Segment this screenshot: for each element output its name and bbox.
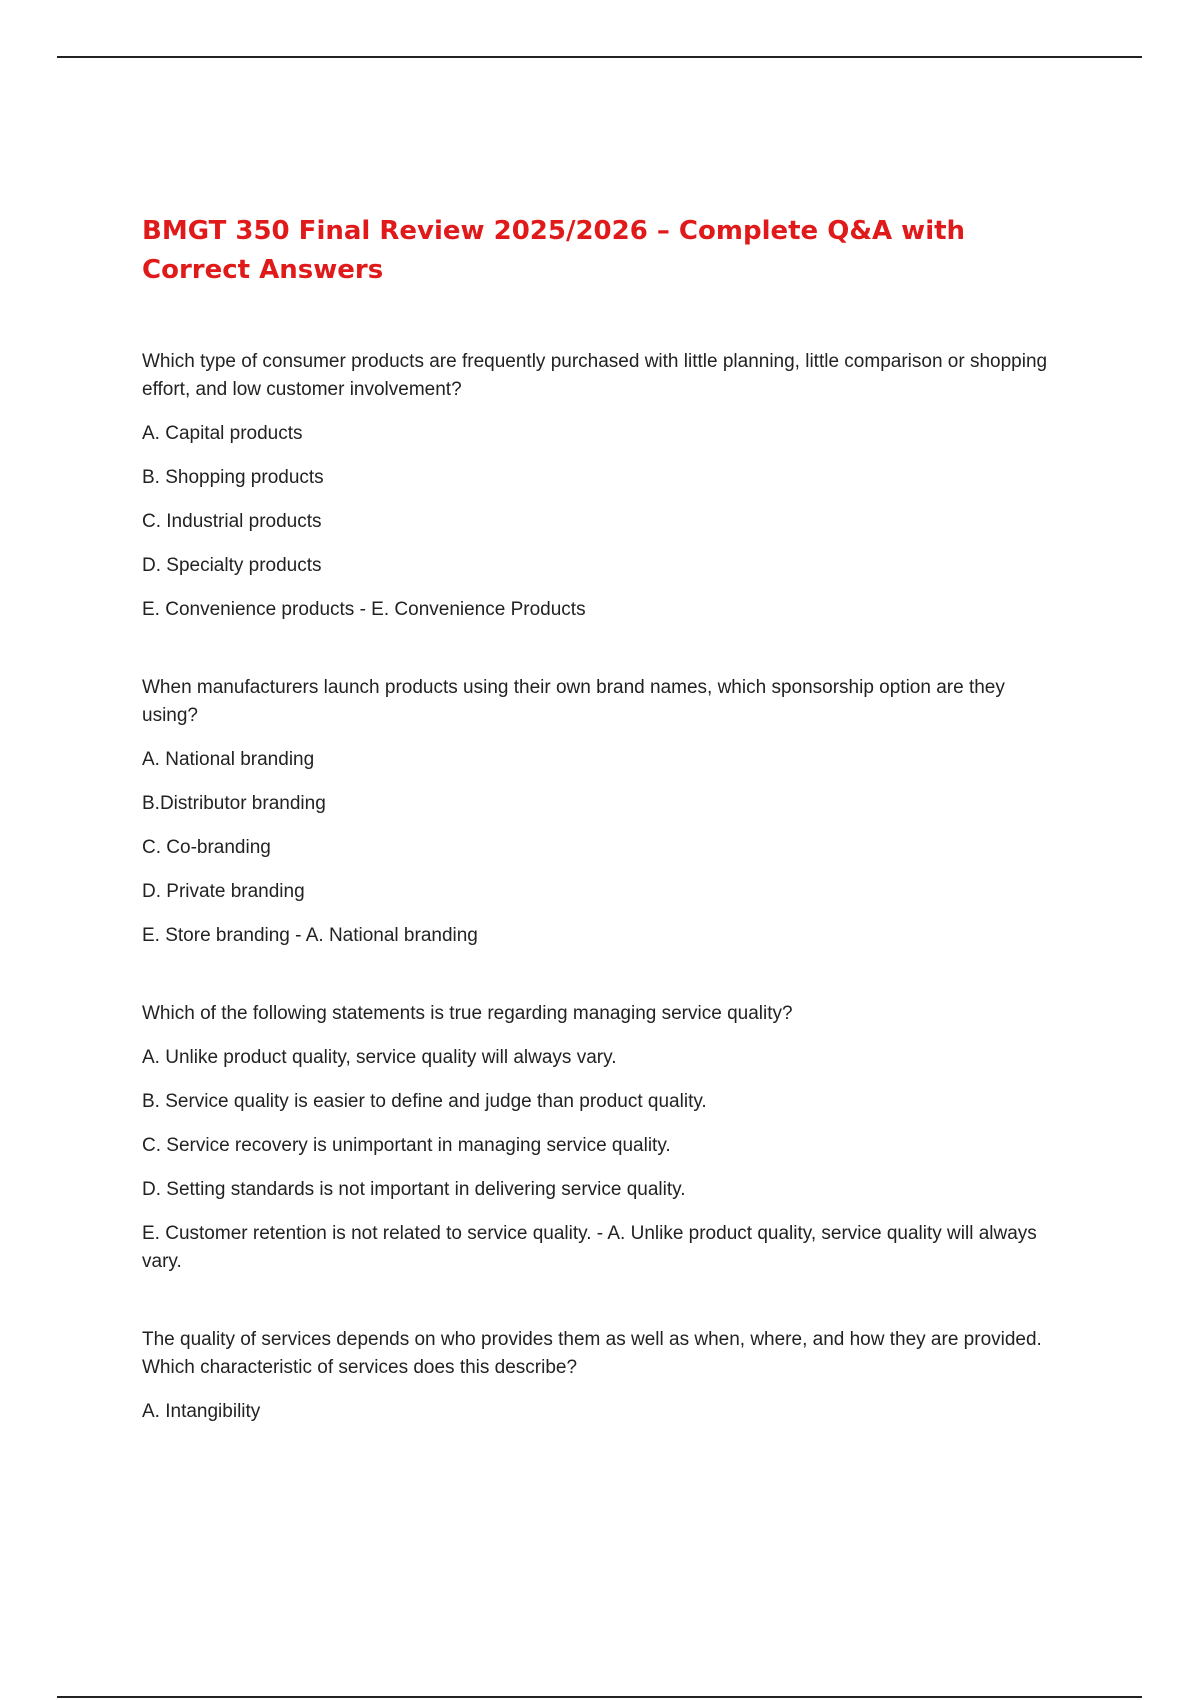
answer-option: B. Service quality is easier to define and judge than product quality. [142, 1091, 707, 1112]
answer-option: A. Unlike product quality, service quality will always vary. [142, 1047, 617, 1068]
answer-option: D. Specialty products [142, 555, 322, 576]
question-1 [142, 348, 1062, 624]
document-body [142, 212, 1062, 1476]
answer-option: C. Co-branding [142, 837, 271, 858]
question-2 [142, 674, 1062, 950]
question-text: The quality of services depends on who provides them as well as when, where, and how they are provided. Which characteristic of services does this describe? [142, 1329, 1042, 1378]
answer-option: E. Store branding - A. National branding [142, 925, 478, 946]
answer-option: E. Convenience products - E. Convenience Products [142, 599, 586, 620]
top-rule [57, 56, 1142, 58]
answer-option: A. Intangibility [142, 1401, 261, 1422]
answer-option: D. Setting standards is not important in delivering service quality. [142, 1179, 686, 1200]
answer-option: C. Industrial products [142, 511, 322, 532]
question-text: Which type of consumer products are frequently purchased with little planning, little comparison or shopping effort, and low customer involvement? [142, 351, 1048, 400]
answer-option: E. Customer retention is not related to service quality. - A. Unlike product quality, service quality will always vary. [142, 1223, 1037, 1272]
question-text: Which of the following statements is true regarding managing service quality? [142, 1003, 793, 1024]
question-4 [142, 1326, 1062, 1426]
question-text: When manufacturers launch products using their own brand names, which sponsorship option are they using? [142, 677, 1005, 726]
answer-option: A. Capital products [142, 423, 303, 444]
answer-option: C. Service recovery is unimportant in managing service quality. [142, 1135, 671, 1156]
question-3 [142, 1000, 1062, 1276]
answer-option: D. Private branding [142, 881, 305, 902]
document-title: BMGT 350 Final Review 2025/2026 – Complete Q&A with Correct Answers [142, 216, 966, 285]
answer-option: A. National branding [142, 749, 315, 770]
answer-option: B. Shopping products [142, 467, 324, 488]
answer-option: B.Distributor branding [142, 793, 326, 814]
bottom-rule [57, 1696, 1142, 1698]
